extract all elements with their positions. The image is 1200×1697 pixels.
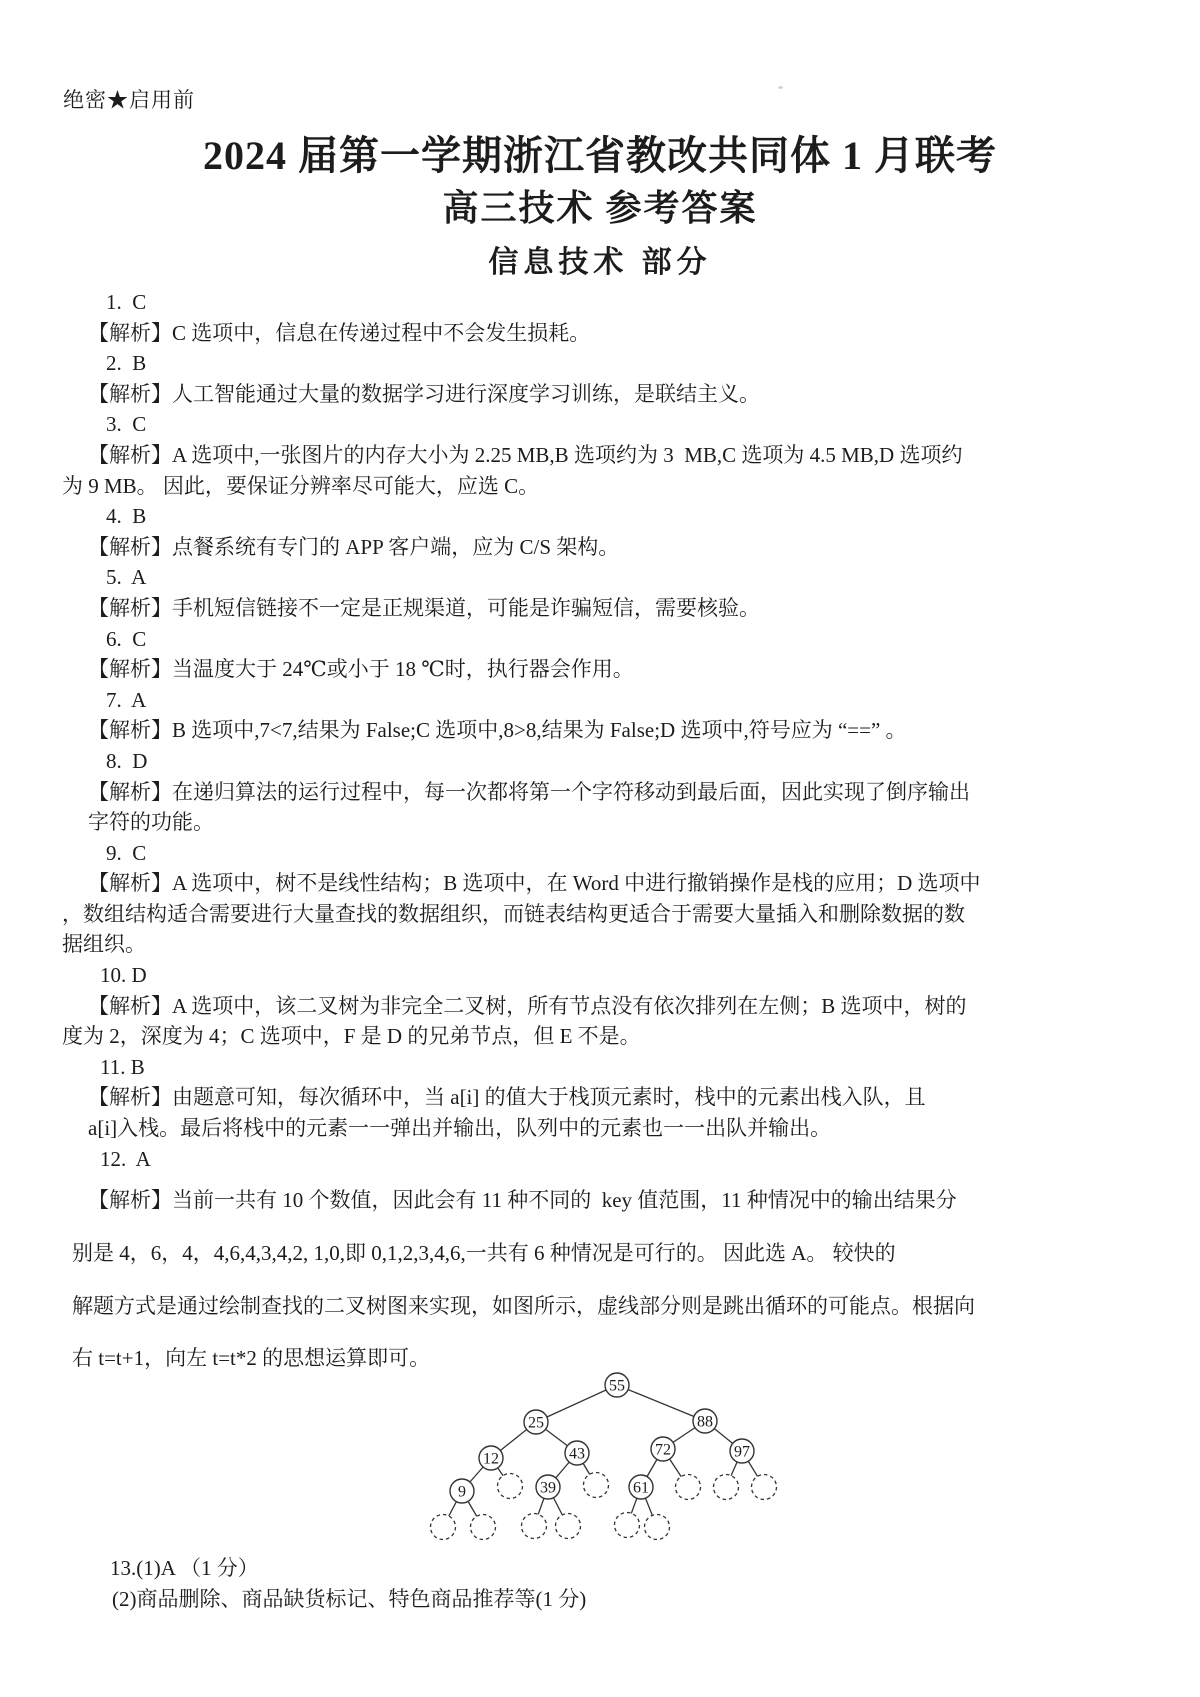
tree-edge: [536, 1385, 617, 1422]
tree-node-label: 25: [528, 1414, 544, 1432]
answer-line: 11. B: [100, 1054, 145, 1079]
answer-line: 【解析】C 选项中，信息在传递过程中不会发生损耗。: [88, 320, 591, 345]
answer-line: 【解析】A 选项中，树不是线性结构；B 选项中，在 Word 中进行撤销操作是栈的应用；D 选项中: [88, 871, 981, 896]
answer-line: 6. C: [106, 626, 147, 651]
tree-node-label: 55: [609, 1377, 625, 1395]
answer-line: ，数组结构适合需要进行大量查找的数据组织，而链表结构更适合于需要大量插入和删除数据的数: [62, 901, 965, 926]
tree-node-label: 12: [483, 1450, 499, 1468]
tree-node-label: 61: [633, 1479, 649, 1497]
answer-line: 10. D: [100, 963, 147, 988]
section-heading: 信息技术 部分: [488, 246, 712, 279]
footer-line: (2)商品删除、商品缺货标记、特色商品推荐等(1 分): [112, 1586, 587, 1611]
answer-line: 【解析】在递归算法的运行过程中，每一次都将第一个字符移动到最后面，因此实现了倒序输出: [88, 779, 970, 804]
tree-node-label: 72: [655, 1441, 671, 1459]
answer-line: 【解析】由题意可知，每次循环中，当 a[i] 的值大于栈顶元素时，栈中的元素出栈入队，且: [88, 1085, 926, 1110]
answer-line: 【解析】A 选项中,一张图片的内存大小为 2.25 MB,B 选项约为 3 MB,C 选项为 4.5 MB,D 选项约: [88, 442, 963, 467]
exam-subtitle: 高三技术 参考答案: [442, 188, 758, 228]
tree-node-dashed: [714, 1475, 739, 1500]
answer-line: 解题方式是通过绘制查找的二叉树图来实现，如图所示，虚线部分则是跳出循环的可能点。根据向: [72, 1293, 975, 1318]
tree-node-label: 9: [458, 1483, 466, 1501]
tree-node-dashed: [584, 1473, 609, 1498]
tree-node-label: 97: [734, 1443, 750, 1461]
answer-line: 12. A: [100, 1146, 151, 1171]
exam-title: 2024 届第一学期浙江省教改共同体 1 月联考: [203, 133, 997, 178]
answer-line: 【解析】人工智能通过大量的数据学习进行深度学习训练，是联结主义。: [88, 381, 760, 406]
answer-line: 【解析】当前一共有 10 个数值，因此会有 11 种不同的 key 值范围，11 种情况中的输出结果分: [88, 1188, 957, 1213]
tree-node-label: 39: [540, 1479, 556, 1497]
tree-node-dashed: [615, 1513, 640, 1538]
answer-line: 别是 4，6，4，4,6,4,3,4,2, 1,0,即 0,1,2,3,4,6,一共有 6 种情况是可行的。 因此选 A。 较快的: [72, 1240, 896, 1265]
answer-line: 字符的功能。: [88, 810, 214, 835]
bst-diagram: [425, 1360, 790, 1550]
tree-edge: [617, 1385, 705, 1421]
answer-line: 7. A: [106, 687, 147, 712]
answer-line: 9. C: [106, 840, 147, 865]
answer-line: 度为 2，深度为 4；C 选项中，F 是 D 的兄弟节点，但 E 不是。: [62, 1024, 641, 1049]
tree-node-dashed: [431, 1515, 456, 1540]
answer-line: 4. B: [106, 504, 147, 529]
answer-line: 右 t=t+1，向左 t=t*2 的思想运算即可。: [72, 1346, 431, 1371]
answer-line: 1. C: [106, 290, 147, 314]
tree-node-dashed: [645, 1515, 670, 1540]
answer-line: 【解析】点餐系统有专门的 APP 客户端，应为 C/S 架构。: [88, 534, 620, 559]
answer-line: 【解析】B 选项中,7<7,结果为 False;C 选项中,8>8,结果为 False;D 选项中,符号应为 “==” 。: [88, 718, 907, 743]
scan-artifact: [778, 86, 783, 89]
classification-label: 绝密★启用前: [63, 88, 195, 112]
tree-node-dashed: [676, 1475, 701, 1500]
tree-node-label: 43: [569, 1445, 585, 1463]
tree-node-dashed: [556, 1514, 581, 1539]
tree-node-dashed: [522, 1514, 547, 1539]
answer-line: 2. B: [106, 351, 147, 376]
answer-line: a[i]入栈。最后将栈中的元素一一弹出并输出，队列中的元素也一一出队并输出。: [88, 1116, 832, 1141]
answer-lines: [0, 287, 1200, 1385]
answer-line: 据组织。: [62, 932, 146, 957]
answer-line: 为 9 MB。 因此，要保证分辨率尽可能大，应选 C。: [62, 473, 540, 498]
tree-node-dashed: [471, 1515, 496, 1540]
tree-node-label: 88: [697, 1413, 713, 1431]
tree-node-dashed: [498, 1474, 523, 1499]
answer-line: 5. A: [106, 565, 147, 590]
answer-line: 【解析】当温度大于 24℃或小于 18 ℃时，执行器会作用。: [88, 657, 634, 682]
footer-line: 13.(1)A （1 分）: [110, 1556, 259, 1580]
answer-line: 8. D: [106, 748, 148, 773]
answer-line: 3. C: [106, 412, 147, 437]
answer-line: 【解析】手机短信链接不一定是正规渠道，可能是诈骗短信，需要核验。: [88, 595, 760, 620]
footer-lines: [0, 1553, 1200, 1614]
answer-line: 【解析】A 选项中，该二叉树为非完全二叉树，所有节点没有依次排列在左侧；B 选项中，树的: [88, 993, 967, 1018]
tree-node-dashed: [752, 1475, 777, 1500]
